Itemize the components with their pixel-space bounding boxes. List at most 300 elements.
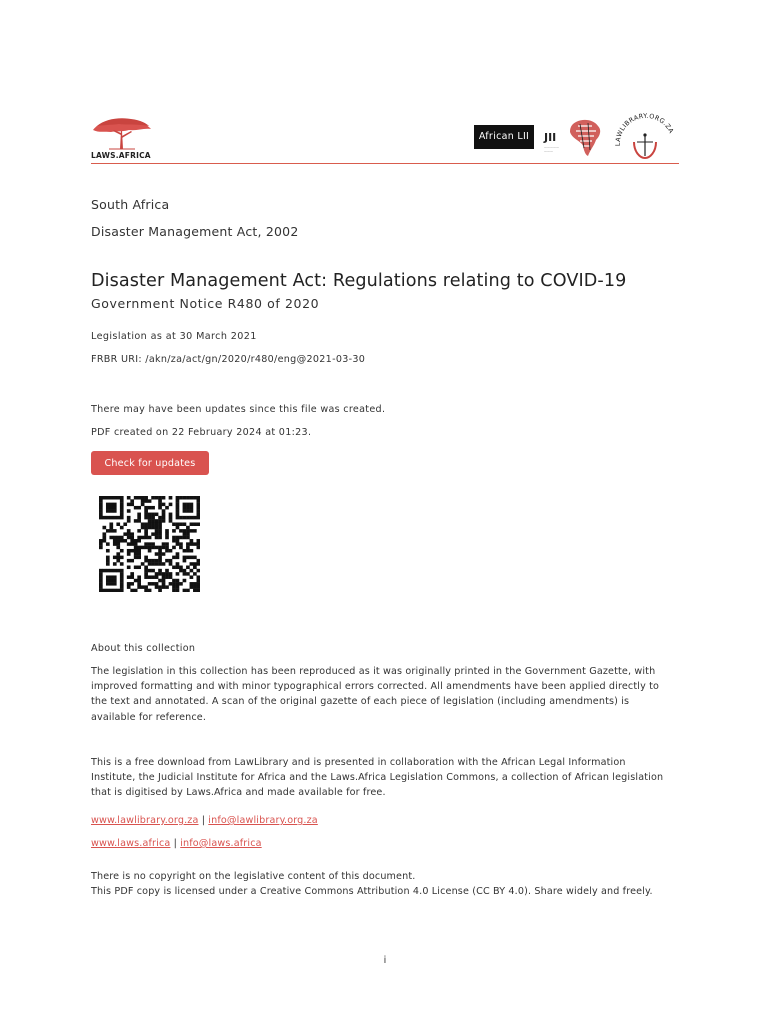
qr-module [113,556,117,560]
qr-module [144,522,148,526]
qr-module [155,546,159,550]
qr-module [190,516,194,520]
qr-module [158,519,162,523]
laws-africa-logo [91,116,153,160]
qr-module [116,542,120,546]
qr-module [102,496,106,500]
qr-module [193,556,197,560]
qr-module [99,569,103,573]
qr-module [186,589,190,592]
qr-module [123,532,127,536]
qr-module [127,516,131,520]
qr-module [151,569,155,573]
qr-module [113,509,117,513]
qr-module [116,569,120,573]
qr-module [116,552,120,556]
laws-africa-email-link[interactable]: info@laws.africa [180,838,262,849]
qr-module [113,569,117,573]
qr-module [106,529,110,533]
qr-module [137,556,141,560]
qr-code[interactable] [99,496,200,592]
qr-module [134,549,138,553]
qr-module [144,556,148,560]
qr-module [141,499,145,503]
qr-module [151,522,155,526]
qr-module [158,589,162,592]
qr-module [158,526,162,530]
qr-module [106,579,110,583]
qr-module [193,589,197,592]
qr-module [106,496,110,500]
qr-module [176,539,180,543]
qr-module [127,559,131,563]
qr-module [127,585,131,589]
qr-module [148,499,152,503]
qr-module [151,542,155,546]
qr-module [186,556,190,560]
qr-module [176,506,180,510]
qr-module [137,516,141,520]
qr-module [169,559,173,563]
qr-module [109,575,113,579]
qr-module [148,569,152,573]
qr-module [116,522,120,526]
qr-module [162,579,166,583]
qr-module [137,549,141,553]
qr-module [130,499,134,503]
qr-module [109,509,113,513]
qr-module [190,506,194,510]
qr-module [106,582,110,586]
qr-module [193,529,197,533]
qr-module [176,509,180,513]
qr-module [148,546,152,550]
qr-module [151,582,155,586]
lawlibrary-arc-text: LAWLIBRARY.ORG.ZA [613,112,676,147]
qr-module [183,559,187,563]
qr-module [141,536,145,540]
qr-module [116,559,120,563]
qr-module [99,575,103,579]
qr-module [172,589,176,592]
qr-module [134,552,138,556]
qr-module [144,585,148,589]
qr-module [137,513,141,517]
qr-module [109,526,113,530]
qr-module [113,506,117,510]
qr-module [151,559,155,563]
qr-module [158,552,162,556]
qr-module [186,532,190,536]
lawlibrary-website-link[interactable]: www.lawlibrary.org.za [91,815,199,826]
qr-module [134,539,138,543]
qr-module [113,579,117,583]
qr-module [148,542,152,546]
qr-module [137,506,141,510]
qr-module [193,562,197,566]
qr-module [120,503,124,507]
qr-module [127,552,131,556]
qr-module [155,582,159,586]
qr-module [179,546,183,550]
qr-module [120,579,124,583]
qr-module [190,562,194,566]
qr-module [120,509,124,513]
qr-module [127,532,131,536]
qr-module [169,582,173,586]
qr-module [137,552,141,556]
qr-module [127,519,131,523]
qr-module [190,569,194,573]
qr-module [162,516,166,520]
qr-module [172,539,176,543]
qr-module [134,589,138,592]
qr-module [162,562,166,566]
african-lii-logo: African LII [474,125,534,149]
qr-module [172,522,176,526]
qr-module [120,582,124,586]
qr-module [158,546,162,550]
qr-module [172,556,176,560]
qr-module [109,582,113,586]
qr-module [155,529,159,533]
qr-module [99,513,103,517]
qr-module [127,496,131,500]
qr-module [99,582,103,586]
qr-module [165,532,169,536]
qr-module [109,522,113,526]
qr-module [106,575,110,579]
qr-module [109,529,113,533]
qr-module [116,516,120,520]
jifa-subtitle-mark: ————— ——— [544,145,559,153]
qr-module [183,503,187,507]
qr-module [113,562,117,566]
qr-module [120,569,124,573]
qr-module [116,539,120,543]
qr-module [109,516,113,520]
qr-module [197,516,200,520]
frbr-uri[interactable]: FRBR URI: /akn/za/act/gn/2020/r480/eng@2021-03-30 [91,354,366,365]
qr-module [169,519,173,523]
qr-module [127,542,131,546]
qr-module [169,562,173,566]
qr-module [158,559,162,563]
qr-module [141,585,145,589]
qr-module [141,522,145,526]
qr-module [113,536,117,540]
qr-module [130,559,134,563]
qr-module [183,509,187,513]
qr-module [120,549,124,553]
qr-module [197,513,200,517]
qr-module [144,506,148,510]
qr-module [120,562,124,566]
qr-module [176,579,180,583]
qr-module [183,532,187,536]
qr-module [113,539,117,543]
qr-module [141,496,145,500]
qr-module [183,516,187,520]
qr-module [116,589,120,592]
qr-module [130,542,134,546]
qr-module [144,542,148,546]
qr-module [106,509,110,513]
qr-module [127,509,131,513]
qr-module [155,496,159,500]
qr-module [106,559,110,563]
qr-module [120,516,124,520]
qr-module [190,556,194,560]
about-paragraph-1: The legislation in this collection has been reproduced as it was originally printed in the Government Gazette, with improved formatting and with minor typographical errors corrected. All amendments have been applied directly to the text and annotated. A scan of the original gazette of each piece of legislation (including amendments) is available for reference. [91,666,660,723]
qr-module [148,513,152,517]
qr-module [134,579,138,583]
qr-module [176,542,180,546]
lawlibrary-email-link[interactable]: info@lawlibrary.org.za [208,815,318,826]
qr-module [151,532,155,536]
qr-module [116,496,120,500]
qr-module [197,589,200,592]
qr-module [134,566,138,570]
qr-module [120,526,124,530]
qr-module [172,566,176,570]
qr-module [162,519,166,523]
qr-module [151,562,155,566]
qr-module [162,582,166,586]
qr-module [162,552,166,556]
qr-module [148,506,152,510]
qr-module [120,496,124,500]
qr-module [176,536,180,540]
qr-module [113,582,117,586]
qr-module [99,589,103,592]
about-collection-heading: About this collection [91,643,196,654]
qr-module [141,562,145,566]
qr-module [186,506,190,510]
qr-module [134,542,138,546]
qr-module [197,506,200,510]
qr-module [137,579,141,583]
qr-module [158,529,162,533]
qr-module [197,499,200,503]
qr-module [130,575,134,579]
qr-module [172,546,176,550]
qr-module [99,496,103,500]
qr-module [120,556,124,560]
qr-module [190,542,194,546]
qr-module [148,549,152,553]
qr-module [99,499,103,503]
qr-module [186,516,190,520]
qr-module [148,559,152,563]
qr-module [179,529,183,533]
qr-module [162,496,166,500]
qr-module [186,542,190,546]
qr-module [186,526,190,530]
qr-module [155,575,159,579]
qr-module [165,549,169,553]
check-for-updates-button[interactable]: Check for updates [91,451,209,475]
qr-module [99,572,103,576]
copyright-line: There is no copyright on the legislative content of this document. [91,871,416,882]
qr-module [120,539,124,543]
country-label: South Africa [91,197,170,212]
qr-module [127,575,131,579]
qr-module [106,589,110,592]
qr-module [106,549,110,553]
qr-module [106,569,110,573]
qr-module [134,496,138,500]
qr-module [137,566,141,570]
qr-module [106,562,110,566]
qr-module [197,575,200,579]
qr-module [141,503,145,507]
qr-module [116,536,120,540]
qr-module [144,526,148,530]
qr-module [186,496,190,500]
qr-module [113,575,117,579]
qr-module [176,526,180,530]
qr-module [120,513,124,517]
qr-module [176,582,180,586]
lawlibrary-emblem-icon [612,112,678,164]
qr-module [151,575,155,579]
qr-module [158,522,162,526]
qr-module [148,519,152,523]
qr-module [137,546,141,550]
lawlibrary-links [91,815,318,826]
qr-module [158,562,162,566]
qr-module [169,572,173,576]
qr-module [99,539,103,543]
qr-module [134,556,138,560]
qr-module [102,589,106,592]
qr-module [169,516,173,520]
laws-africa-website-link[interactable]: www.laws.africa [91,838,171,849]
qr-module [137,575,141,579]
qr-module [120,585,124,589]
qr-module [162,546,166,550]
qr-module [197,546,200,550]
qr-module [137,536,141,540]
qr-module [127,566,131,570]
qr-module [109,589,113,592]
parent-act-label: Disaster Management Act, 2002 [91,224,299,239]
qr-module [190,503,194,507]
qr-module [158,532,162,536]
qr-module [193,572,197,576]
qr-module [109,506,113,510]
qr-module [183,506,187,510]
qr-module [190,585,194,589]
qr-module [120,506,124,510]
qr-module [134,546,138,550]
qr-module [148,522,152,526]
qr-module [165,575,169,579]
qr-module [134,506,138,510]
qr-module [106,506,110,510]
qr-module [197,562,200,566]
qr-module [183,572,187,576]
qr-module [165,569,169,573]
qr-module [197,539,200,543]
qr-module [144,559,148,563]
qr-module [120,589,124,592]
qr-module [144,536,148,540]
qr-module [186,566,190,570]
jii-text: JII [544,131,557,144]
qr-module [183,536,187,540]
qr-module [169,503,173,507]
qr-module [165,585,169,589]
link-separator: | [173,838,178,849]
qr-module [120,572,124,576]
qr-module [176,513,180,517]
qr-module [169,549,173,553]
qr-module [176,572,180,576]
qr-module [172,529,176,533]
qr-module [197,579,200,583]
logo-text: LAWS.AFRICA [91,151,151,160]
qr-module [106,542,110,546]
qr-module [155,532,159,536]
qr-module [148,536,152,540]
qr-module [193,516,197,520]
qr-module [176,522,180,526]
license-notice [91,869,671,899]
qr-module [176,499,180,503]
qr-module [179,569,183,573]
qr-module [165,506,169,510]
qr-module [169,575,173,579]
qr-module [169,496,173,500]
qr-module [190,539,194,543]
qr-module [127,582,131,586]
qr-module [144,499,148,503]
qr-module [137,529,141,533]
qr-module [99,585,103,589]
qr-module [144,575,148,579]
qr-module [102,539,106,543]
qr-module [197,522,200,526]
qr-module [176,496,180,500]
qr-module [155,513,159,517]
qr-module [134,519,138,523]
qr-module [179,582,183,586]
qr-module [102,569,106,573]
qr-module [130,536,134,540]
qr-module [155,562,159,566]
qr-module [113,516,117,520]
qr-module [197,509,200,513]
qr-module [186,549,190,553]
qr-module [116,546,120,550]
qr-module [183,496,187,500]
qr-module [165,542,169,546]
qr-module [176,516,180,520]
qr-module [165,559,169,563]
qr-module [113,503,117,507]
qr-module [162,585,166,589]
qr-module [130,539,134,543]
qr-module [197,542,200,546]
qr-module [113,529,117,533]
qr-module [158,536,162,540]
qr-module [193,496,197,500]
qr-module [144,513,148,517]
qr-module [158,506,162,510]
qr-module [102,532,106,536]
